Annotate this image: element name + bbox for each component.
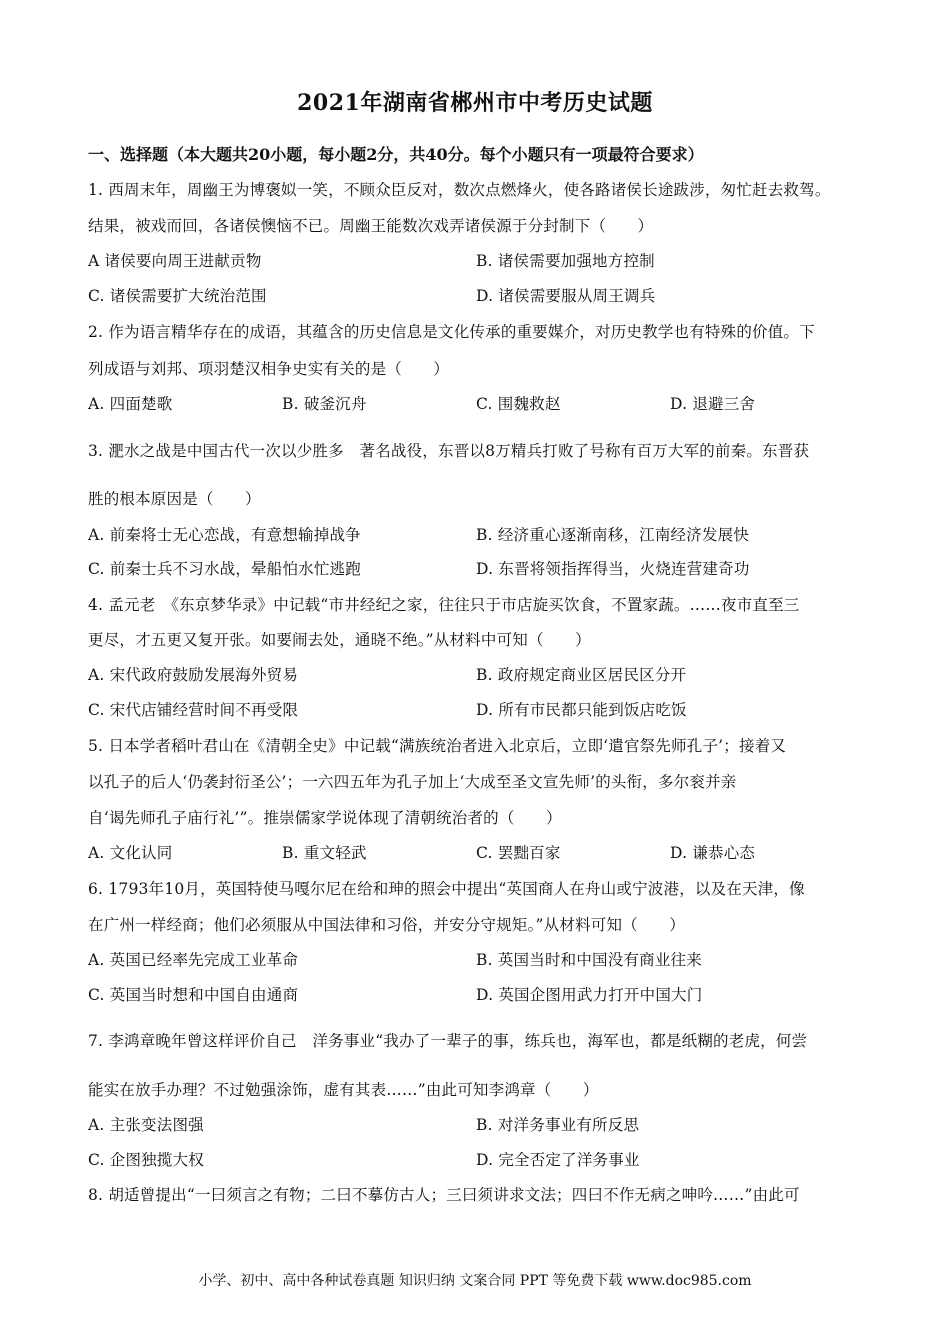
question-7-option-a: A. 主张变法图强 bbox=[88, 1116, 204, 1134]
section-heading: 一、选择题（本大题共20小题，每小题2分，共40分。每个小题只有一项最符合要求） bbox=[88, 145, 704, 164]
question-1-option-b: B. 诸侯需要加强地方控制 bbox=[476, 252, 655, 270]
question-3-option-d: D. 东晋将领指挥得当，火烧连营建奇功 bbox=[476, 560, 750, 578]
question-2-line-2: 列成语与刘邦、项羽楚汉相争史实有关的是（ ） bbox=[88, 360, 450, 378]
question-2-option-c: C. 围魏救赵 bbox=[476, 395, 561, 413]
question-3-line-2: 胜的根本原因是（ ） bbox=[88, 490, 261, 508]
question-4-option-c: C. 宋代店铺经营时间不再受限 bbox=[88, 701, 299, 719]
question-6-option-b: B. 英国当时和中国没有商业往来 bbox=[476, 951, 702, 969]
question-3-option-a: A. 前秦将士无心恋战，有意想输掉战争 bbox=[88, 526, 361, 544]
question-1-option-a: A 诸侯要向周王进献贡物 bbox=[88, 252, 262, 270]
question-5-option-c: C. 罢黜百家 bbox=[476, 844, 561, 862]
question-2-line-1: 2. 作为语言精华存在的成语，其蕴含的历史信息是文化传承的重要媒介，对历史教学也有特殊的价值。下 bbox=[88, 323, 815, 341]
question-7-line-1: 7. 李鸿章晚年曾这样评价自己 洋务事业“我办了一辈子的事，练兵也，海军也，都是纸糊的老虎，何尝 bbox=[88, 1032, 808, 1050]
question-3-option-c: C. 前秦士兵不习水战，晕船怕水忙逃跑 bbox=[88, 560, 361, 578]
question-4-line-1: 4. 孟元老 《东京梦华录》中记载“市井经纪之家，往往只于市店旋买饮食，不置家蔬。……夜市直至三 bbox=[88, 596, 800, 614]
question-4-option-b: B. 政府规定商业区居民区分开 bbox=[476, 666, 687, 684]
question-1-option-c: C. 诸侯需要扩大统治范围 bbox=[88, 287, 267, 305]
exam-title: 2021年湖南省郴州市中考历史试题 bbox=[297, 90, 653, 116]
question-2-option-a: A. 四面楚歌 bbox=[88, 395, 173, 413]
question-6-line-2: 在广州一样经商；他们必须服从中国法律和习俗，并安分守规矩。”从材料可知（ ） bbox=[88, 916, 685, 934]
question-4-line-2: 更尽，才五更又复开张。如要闹去处，通晓不绝。”从材料中可知（ ） bbox=[88, 631, 591, 649]
question-4-option-a: A. 宋代政府鼓励发展海外贸易 bbox=[88, 666, 299, 684]
page-footer: 小学、初中、高中各种试卷真题 知识归纳 文案合同 PPT 等免费下载 www.doc985.com bbox=[198, 1273, 752, 1289]
question-1-line-1: 1. 西周末年，周幽王为博褒姒一笑，不顾众臣反对，数次点燃烽火，使各路诸侯长途跋涉，匆忙赶去救驾。 bbox=[88, 181, 831, 199]
question-7-option-d: D. 完全否定了洋务事业 bbox=[476, 1151, 640, 1169]
question-3-line-1: 3. 淝水之战是中国古代一次以少胜多 著名战役，东晋以8万精兵打败了号称有百万大军的前秦。东晋获 bbox=[88, 442, 810, 460]
question-7-option-b: B. 对洋务事业有所反思 bbox=[476, 1116, 640, 1134]
question-4-option-d: D. 所有市民都只能到饭店吃饭 bbox=[476, 701, 687, 719]
question-6-option-a: A. 英国已经率先完成工业革命 bbox=[88, 951, 299, 969]
question-1-line-2: 结果，被戏而回，各诸侯懊恼不已。周幽王能数次戏弄诸侯源于分封制下（ ） bbox=[88, 217, 654, 235]
question-5-line-3: 自‘谒先师孔子庙行礼’”。推崇儒家学说体现了清朝统治者的（ ） bbox=[88, 809, 562, 827]
question-6-option-d: D. 英国企图用武力打开中国大门 bbox=[476, 986, 703, 1004]
question-6-option-c: C. 英国当时想和中国自由通商 bbox=[88, 986, 299, 1004]
question-8-line-1: 8. 胡适曾提出“一曰须言之有物；二曰不摹仿古人；三曰须讲求文法；四曰不作无病之呻吟……”由此可 bbox=[88, 1186, 800, 1204]
question-5-line-2: 以孔子的后人‘仍袭封衍圣公’；一六四五年为孔子加上‘大成至圣文宣先师’的头衔，多尔衮并亲 bbox=[88, 773, 737, 791]
question-7-line-2: 能实在放手办理？不过勉强涂饰，虚有其表……”由此可知李鸿章（ ） bbox=[88, 1081, 599, 1099]
question-7-option-c: C. 企图独揽大权 bbox=[88, 1151, 204, 1169]
question-5-line-1: 5. 日本学者稻叶君山在《清朝全史》中记载“满族统治者进入北京后，立即‘遣官祭先师孔子’；接着又 bbox=[88, 737, 787, 755]
question-6-line-1: 6. 1793年10月，英国特使马嘎尔尼在给和珅的照会中提出“英国商人在舟山或宁波港，以及在天津，像 bbox=[88, 880, 805, 898]
question-2-option-b: B. 破釜沉舟 bbox=[282, 395, 367, 413]
question-1-option-d: D. 诸侯需要服从周王调兵 bbox=[476, 287, 656, 305]
question-5-option-b: B. 重文轻武 bbox=[282, 844, 367, 862]
question-2-option-d: D. 退避三舍 bbox=[670, 395, 756, 413]
question-3-option-b: B. 经济重心逐渐南移，江南经济发展快 bbox=[476, 526, 750, 544]
question-5-option-a: A. 文化认同 bbox=[88, 844, 173, 862]
question-5-option-d: D. 谦恭心态 bbox=[670, 844, 756, 862]
